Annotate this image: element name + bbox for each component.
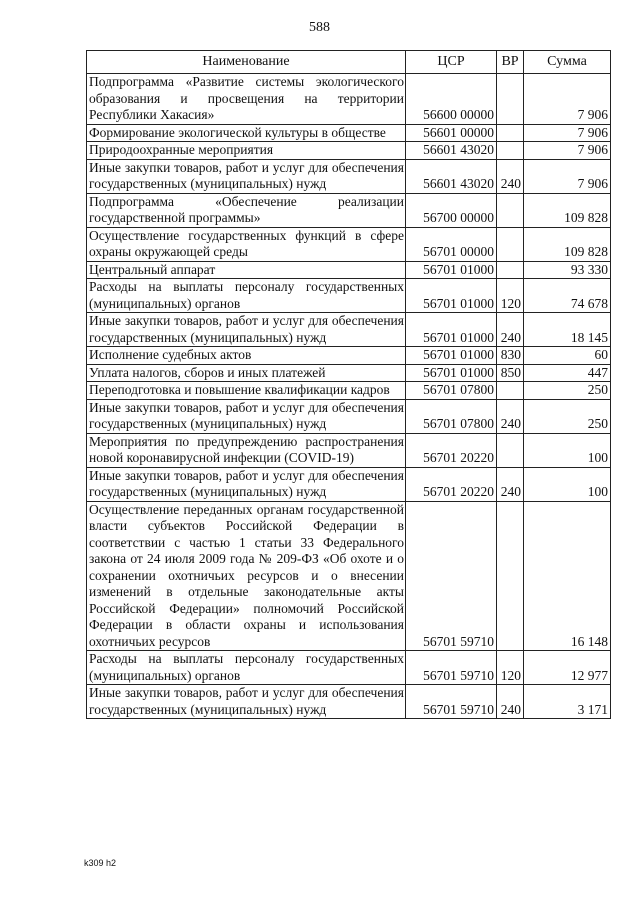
name-cell: Исполнение судебных актов bbox=[87, 347, 406, 365]
footer-code: k309 h2 bbox=[84, 858, 117, 868]
sum-cell: 7 906 bbox=[524, 74, 611, 125]
csr-cell: 56701 00000 bbox=[406, 227, 497, 261]
header-sum: Сумма bbox=[524, 51, 611, 74]
name-cell: Уплата налогов, сборов и иных платежей bbox=[87, 364, 406, 382]
name-cell: Расходы на выплаты персоналу государственных (муниципальных) органов bbox=[87, 279, 406, 313]
vr-cell bbox=[497, 433, 524, 467]
table-row bbox=[87, 433, 611, 467]
name-cell: Осуществление переданных органам государственной власти субъектов Российской Федерации в соответствии с частью 1 статьи 33 Федерального закона от 24 июля 2009 года № 209-ФЗ «Об охоте и о сохранении охотничьих ресурсов и о внесении изменений в отдельные законодательные акты Российской Федерации» полномочий Российской Федерации в области охраны и использования охотничьих ресурсов bbox=[87, 501, 406, 651]
table-row bbox=[87, 399, 611, 433]
name-cell: Осуществление государственных функций в сфере охраны окружающей среды bbox=[87, 227, 406, 261]
name-cell: Расходы на выплаты персоналу государственных (муниципальных) органов bbox=[87, 651, 406, 685]
name-cell: Подпрограмма «Развитие системы экологического образования и просвещения на территории Республики Хакасия» bbox=[87, 74, 406, 125]
name-cell: Иные закупки товаров, работ и услуг для обеспечения государственных (муниципальных) нужд bbox=[87, 399, 406, 433]
csr-cell: 56701 59710 bbox=[406, 685, 497, 719]
sum-cell: 7 906 bbox=[524, 159, 611, 193]
csr-cell: 56701 01000 bbox=[406, 279, 497, 313]
csr-cell: 56600 00000 bbox=[406, 74, 497, 125]
vr-cell: 240 bbox=[497, 159, 524, 193]
table-row bbox=[87, 142, 611, 160]
table-row bbox=[87, 313, 611, 347]
vr-cell bbox=[497, 227, 524, 261]
vr-cell bbox=[497, 142, 524, 160]
vr-cell bbox=[497, 124, 524, 142]
sum-cell: 16 148 bbox=[524, 501, 611, 651]
sum-cell: 100 bbox=[524, 433, 611, 467]
name-cell: Иные закупки товаров, работ и услуг для обеспечения государственных (муниципальных) нужд bbox=[87, 313, 406, 347]
sum-cell: 447 bbox=[524, 364, 611, 382]
table-header-row bbox=[87, 51, 611, 74]
table-body bbox=[87, 74, 611, 719]
vr-cell: 240 bbox=[497, 313, 524, 347]
sum-cell: 7 906 bbox=[524, 124, 611, 142]
csr-cell: 56701 01000 bbox=[406, 261, 497, 279]
sum-cell: 7 906 bbox=[524, 142, 611, 160]
table-row bbox=[87, 347, 611, 365]
table-row bbox=[87, 501, 611, 651]
csr-cell: 56701 07800 bbox=[406, 399, 497, 433]
page-number: 588 bbox=[309, 20, 330, 35]
csr-cell: 56701 59710 bbox=[406, 501, 497, 651]
csr-cell: 56701 01000 bbox=[406, 313, 497, 347]
name-cell: Подпрограмма «Обеспечение реализации государственной программы» bbox=[87, 193, 406, 227]
header-name: Наименование bbox=[87, 51, 406, 74]
csr-cell: 56701 07800 bbox=[406, 382, 497, 400]
csr-cell: 56701 20220 bbox=[406, 433, 497, 467]
name-cell: Формирование экологической культуры в обществе bbox=[87, 124, 406, 142]
vr-cell: 120 bbox=[497, 651, 524, 685]
csr-cell: 56700 00000 bbox=[406, 193, 497, 227]
vr-cell: 240 bbox=[497, 399, 524, 433]
vr-cell: 120 bbox=[497, 279, 524, 313]
table-row bbox=[87, 467, 611, 501]
sum-cell: 60 bbox=[524, 347, 611, 365]
csr-cell: 56701 59710 bbox=[406, 651, 497, 685]
sum-cell: 93 330 bbox=[524, 261, 611, 279]
sum-cell: 74 678 bbox=[524, 279, 611, 313]
csr-cell: 56601 43020 bbox=[406, 159, 497, 193]
name-cell: Иные закупки товаров, работ и услуг для обеспечения государственных (муниципальных) нужд bbox=[87, 467, 406, 501]
table-row bbox=[87, 124, 611, 142]
table-row bbox=[87, 685, 611, 719]
sum-cell: 3 171 bbox=[524, 685, 611, 719]
csr-cell: 56701 20220 bbox=[406, 467, 497, 501]
sum-cell: 100 bbox=[524, 467, 611, 501]
table-row bbox=[87, 279, 611, 313]
vr-cell bbox=[497, 193, 524, 227]
csr-cell: 56701 01000 bbox=[406, 364, 497, 382]
table-row bbox=[87, 159, 611, 193]
csr-cell: 56701 01000 bbox=[406, 347, 497, 365]
sum-cell: 250 bbox=[524, 399, 611, 433]
name-cell: Иные закупки товаров, работ и услуг для обеспечения государственных (муниципальных) нужд bbox=[87, 685, 406, 719]
table-row bbox=[87, 74, 611, 125]
table-row bbox=[87, 364, 611, 382]
header-vr: ВР bbox=[497, 51, 524, 74]
vr-cell bbox=[497, 74, 524, 125]
name-cell: Переподготовка и повышение квалификации кадров bbox=[87, 382, 406, 400]
sum-cell: 109 828 bbox=[524, 193, 611, 227]
vr-cell: 830 bbox=[497, 347, 524, 365]
csr-cell: 56601 43020 bbox=[406, 142, 497, 160]
name-cell: Природоохранные мероприятия bbox=[87, 142, 406, 160]
vr-cell bbox=[497, 261, 524, 279]
vr-cell bbox=[497, 501, 524, 651]
sum-cell: 12 977 bbox=[524, 651, 611, 685]
name-cell: Иные закупки товаров, работ и услуг для обеспечения государственных (муниципальных) нужд bbox=[87, 159, 406, 193]
sum-cell: 250 bbox=[524, 382, 611, 400]
table-row bbox=[87, 193, 611, 227]
sum-cell: 109 828 bbox=[524, 227, 611, 261]
vr-cell: 850 bbox=[497, 364, 524, 382]
csr-cell: 56601 00000 bbox=[406, 124, 497, 142]
table-row bbox=[87, 651, 611, 685]
table-row bbox=[87, 382, 611, 400]
budget-table bbox=[86, 50, 611, 719]
vr-cell: 240 bbox=[497, 685, 524, 719]
name-cell: Центральный аппарат bbox=[87, 261, 406, 279]
header-csr: ЦСР bbox=[406, 51, 497, 74]
name-cell: Мероприятия по предупреждению распространения новой коронавирусной инфекции (COVID-19) bbox=[87, 433, 406, 467]
sum-cell: 18 145 bbox=[524, 313, 611, 347]
vr-cell: 240 bbox=[497, 467, 524, 501]
vr-cell bbox=[497, 382, 524, 400]
table-row bbox=[87, 227, 611, 261]
table-row bbox=[87, 261, 611, 279]
